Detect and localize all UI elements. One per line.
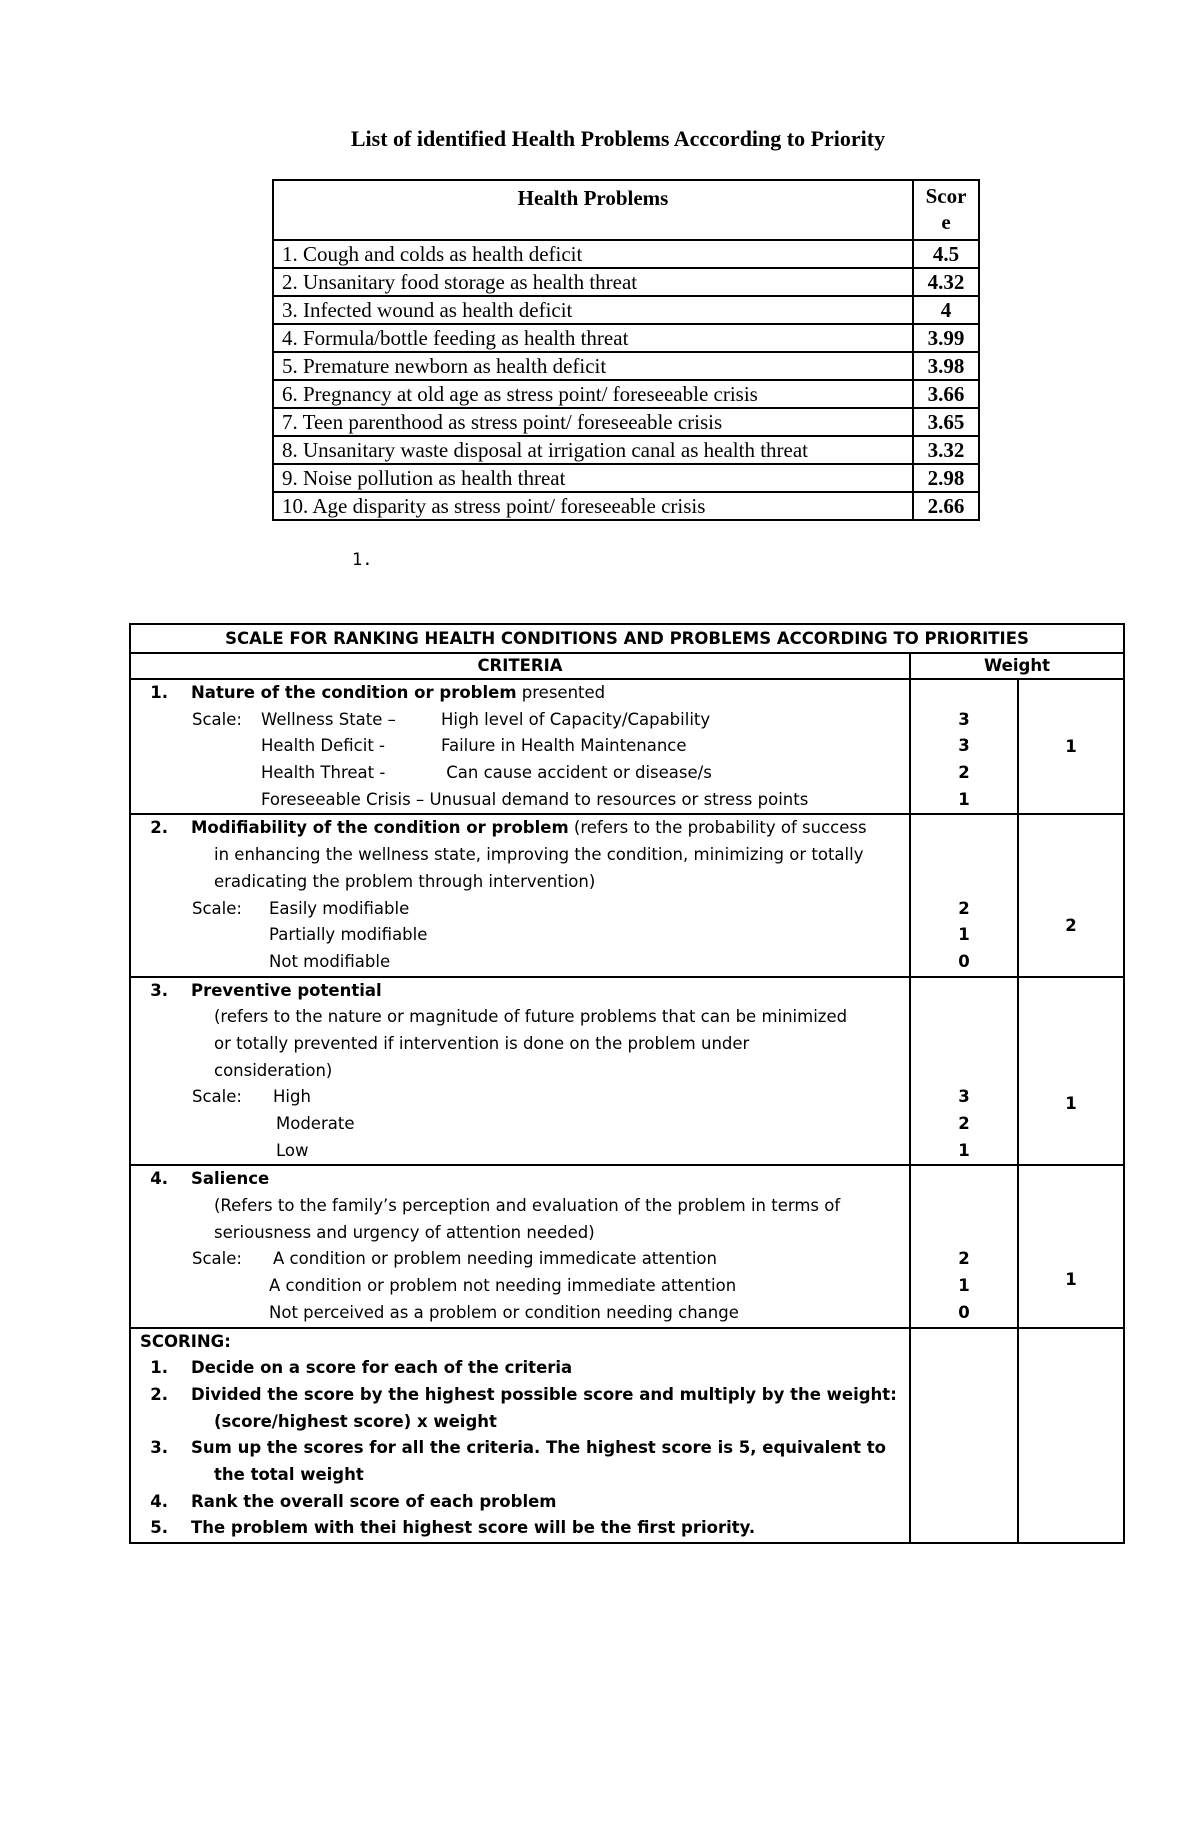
score-cell: 3.65 <box>913 408 979 436</box>
scale-item-desc: Unusual demand to resources or stress points <box>429 789 809 809</box>
criterion-title: Salience <box>191 1169 270 1189</box>
scale-value: 2 <box>958 898 970 918</box>
criterion-title: Preventive potential <box>191 980 382 1000</box>
value-cell <box>910 1165 1018 1327</box>
criterion-cell <box>130 814 910 976</box>
table-row <box>273 352 979 380</box>
health-problems-table <box>272 179 980 521</box>
criterion-desc: (refers to the probability of success <box>568 818 867 838</box>
score-header-part-2: e <box>941 210 951 234</box>
criterion-weight: 1 <box>1018 679 1124 814</box>
criterion-cell <box>130 1165 910 1327</box>
scale-label: Scale: <box>192 709 242 729</box>
scoring-step-text: Decide on a score for each of the criteria <box>191 1358 573 1378</box>
score-header-part-1: Scor <box>925 184 967 208</box>
table-row <box>273 436 979 464</box>
scale-value: 2 <box>958 1114 970 1133</box>
criterion-number: 2. <box>150 818 168 838</box>
problem-cell: 7. Teen parenthood as stress point/ foreseeable crisis <box>273 408 913 436</box>
scoring-step-number: 4. <box>150 1491 168 1511</box>
scale-value: 1 <box>958 789 970 809</box>
table-row <box>273 464 979 492</box>
scoring-step-text: The problem with thei highest score will be the first priority. <box>191 1518 756 1538</box>
problem-cell: 3. Infected wound as health deficit <box>273 296 913 324</box>
table-row <box>273 240 979 268</box>
scale-item-name: High <box>273 1087 311 1107</box>
weight-header: Weight <box>910 653 1124 679</box>
criterion-desc: (refers to the nature or magnitude of future problems that can be minimized <box>214 1007 848 1027</box>
table-header-row <box>273 180 979 240</box>
scale-item-name: A condition or problem not needing immediate attention <box>269 1276 737 1296</box>
score-cell: 3.98 <box>913 352 979 380</box>
scale-value: 1 <box>958 1276 970 1296</box>
score-cell: 4.5 <box>913 240 979 268</box>
scale-item-name: Not perceived as a problem or condition needing change <box>269 1302 739 1322</box>
scale-item-name: Moderate <box>276 1114 355 1133</box>
criterion-weight: 1 <box>1018 1165 1124 1327</box>
criterion-desc: (Refers to the family’s perception and evaluation of the problem in terms of <box>214 1196 841 1216</box>
scoring-title: SCORING: <box>140 1331 231 1351</box>
scoring-cell <box>130 1328 910 1544</box>
page-title: List of identified Health Problems Acccording to Priority <box>350 126 886 151</box>
criterion-desc: seriousness and urgency of attention needed) <box>214 1222 595 1242</box>
criterion-title-rest: presented <box>516 683 606 702</box>
problem-cell: 5. Premature newborn as health deficit <box>273 352 913 380</box>
criterion-row-modifiability <box>130 814 1124 976</box>
criterion-row-preventive <box>130 977 1124 1166</box>
criterion-row-nature <box>130 679 1124 814</box>
scoring-step-text-cont: the total weight <box>214 1464 364 1484</box>
score-cell: 3.66 <box>913 380 979 408</box>
criterion-desc: or totally prevented if intervention is done on the problem under <box>214 1033 750 1053</box>
scoring-step-number: 5. <box>150 1518 168 1538</box>
table-row <box>273 296 979 324</box>
priority-scale-table <box>129 623 1125 1544</box>
criterion-row-salience <box>130 1165 1124 1327</box>
scale-item-desc: Failure in Health Maintenance <box>441 736 687 756</box>
value-cell <box>910 814 1018 976</box>
scale-value: 0 <box>958 951 970 971</box>
table-row <box>273 324 979 352</box>
scoring-step-number: 3. <box>150 1438 168 1458</box>
scale-item-name: Foreseeable Crisis – <box>261 789 425 809</box>
problem-cell: 2. Unsanitary food storage as health threat <box>273 268 913 296</box>
score-cell: 3.32 <box>913 436 979 464</box>
score-cell: 2.98 <box>913 464 979 492</box>
criterion-title: Nature of the condition or problem <box>191 683 517 702</box>
criterion-desc: consideration) <box>214 1060 333 1080</box>
criterion-cell <box>130 977 910 1166</box>
stray-list-marker: 1. <box>352 550 373 570</box>
scale-item-name: Low <box>276 1140 309 1160</box>
score-cell: 4.32 <box>913 268 979 296</box>
criteria-header: CRITERIA <box>130 653 910 679</box>
criterion-weight: 1 <box>1018 977 1124 1166</box>
scale-item-desc: High level of Capacity/Capability <box>441 709 711 729</box>
scale-label: Scale: <box>192 1087 242 1107</box>
scale-table-title: SCALE FOR RANKING HEALTH CONDITIONS AND PROBLEMS ACCORDING TO PRIORITIES <box>130 624 1124 653</box>
scale-value: 1 <box>958 925 970 945</box>
criterion-number: 3. <box>150 980 168 1000</box>
scale-value: 3 <box>958 736 970 756</box>
problem-cell: 1. Cough and colds as health deficit <box>273 240 913 268</box>
scale-value: 2 <box>958 1249 970 1269</box>
empty-value-cell <box>910 1328 1018 1544</box>
scoring-step-number: 2. <box>150 1384 168 1404</box>
scale-value: 3 <box>958 1087 970 1107</box>
scale-item-name: Not modifiable <box>269 951 391 971</box>
scoring-step-text: Rank the overall score of each problem <box>191 1491 557 1511</box>
table-row <box>273 492 979 520</box>
value-cell <box>910 679 1018 814</box>
scoring-step-number: 1. <box>150 1358 168 1378</box>
scale-item-name: Partially modifiable <box>269 925 428 945</box>
scale-label: Scale: <box>192 1249 242 1269</box>
scale-value: 3 <box>958 709 970 729</box>
criterion-title: Modifiability of the condition or problem <box>191 818 569 838</box>
problem-cell: 9. Noise pollution as health threat <box>273 464 913 492</box>
criterion-desc: in enhancing the wellness state, improving the condition, minimizing or totally <box>214 845 864 865</box>
score-header <box>913 180 979 240</box>
scale-item-desc: Can cause accident or disease/s <box>441 763 712 783</box>
problem-cell: 4. Formula/bottle feeding as health threat <box>273 324 913 352</box>
scale-label: Scale: <box>192 898 242 918</box>
score-cell: 2.66 <box>913 492 979 520</box>
problem-cell: 8. Unsanitary waste disposal at irrigation canal as health threat <box>273 436 913 464</box>
scale-value: 0 <box>958 1302 970 1322</box>
empty-weight-cell <box>1018 1328 1124 1544</box>
value-cell <box>910 977 1018 1166</box>
criterion-cell <box>130 679 910 814</box>
scale-value: 2 <box>958 763 970 783</box>
scale-item-name: Health Deficit - <box>261 736 385 756</box>
table-row <box>273 408 979 436</box>
criterion-weight: 2 <box>1018 814 1124 976</box>
health-problems-header: Health Problems <box>273 180 913 240</box>
scoring-row <box>130 1328 1124 1544</box>
scale-item-name: A condition or problem needing immedicate attention <box>273 1249 717 1269</box>
problem-cell: 6. Pregnancy at old age as stress point/ foreseeable crisis <box>273 380 913 408</box>
problem-cell: 10. Age disparity as stress point/ foreseeable crisis <box>273 492 913 520</box>
table-row <box>273 380 979 408</box>
criterion-desc: eradicating the problem through intervention) <box>214 871 596 891</box>
scoring-step-text: Divided the score by the highest possible score and multiply by the weight: <box>191 1384 897 1404</box>
scoring-step-text-cont: (score/highest score) x weight <box>214 1411 497 1431</box>
table-row <box>273 268 979 296</box>
score-cell: 4 <box>913 296 979 324</box>
scale-item-name: Easily modifiable <box>269 898 410 918</box>
scale-item-name: Wellness State – <box>261 709 396 729</box>
score-cell: 3.99 <box>913 324 979 352</box>
criterion-number: 4. <box>150 1169 168 1189</box>
scale-value: 1 <box>958 1140 970 1160</box>
scoring-step-text: Sum up the scores for all the criteria. The highest score is 5, equivalent to <box>191 1438 887 1458</box>
scale-item-name: Health Threat - <box>261 763 386 783</box>
criterion-number: 1. <box>150 683 168 702</box>
